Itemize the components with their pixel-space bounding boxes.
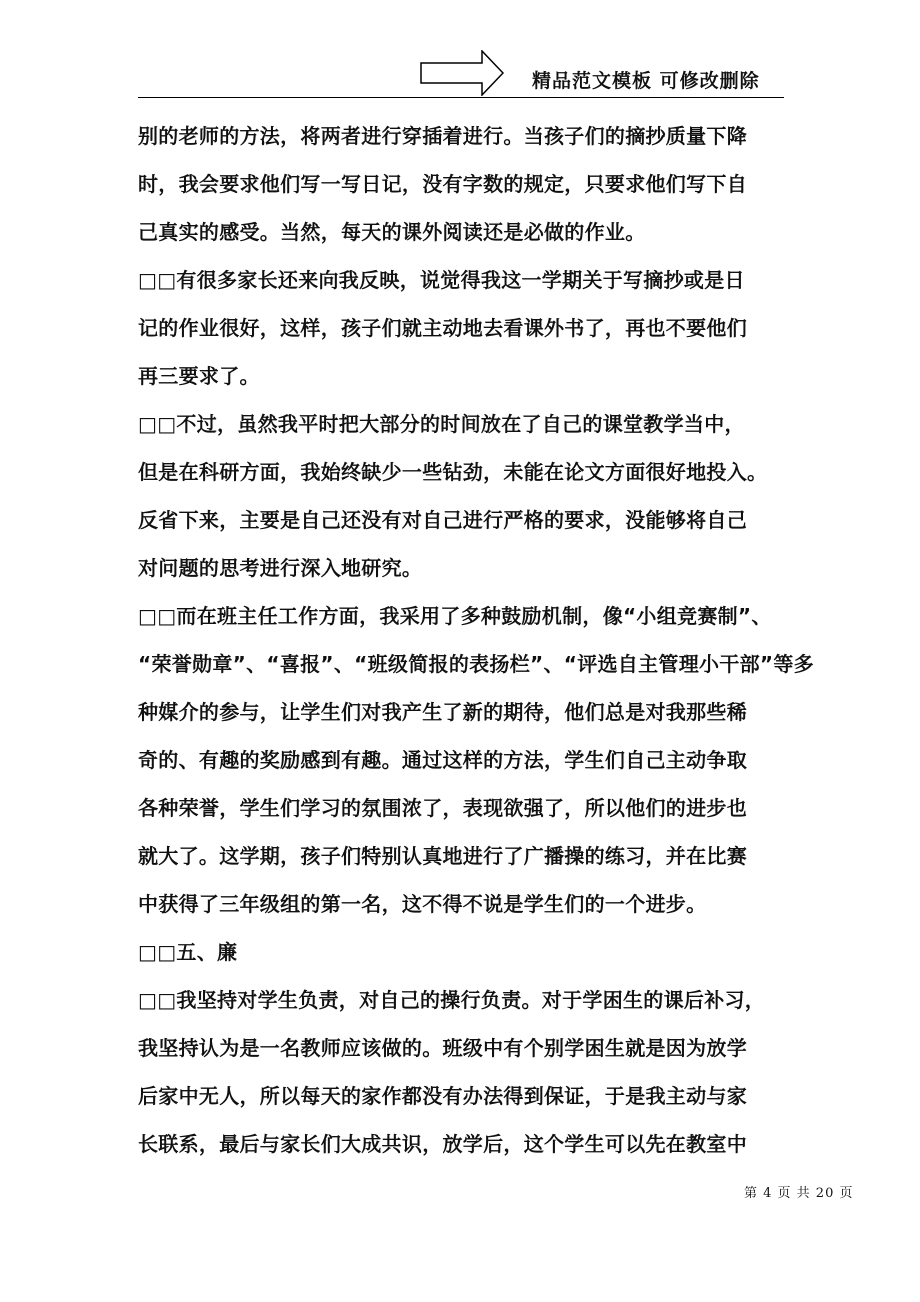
- text-line: 后家中无人，所以每天的家作都没有办法得到保证，于是我主动与家: [138, 1084, 747, 1108]
- text-line: 种媒介的参与，让学生们对我产生了新的期待，他们总是对我那些稀: [138, 700, 747, 724]
- header-divider: [138, 97, 784, 98]
- text-line: 奇的、有趣的奖励感到有趣。通过这样的方法，学生们自己主动争取: [138, 748, 747, 772]
- text-line: 对问题的思考进行深入地研究。: [138, 556, 423, 580]
- text-line: □□而在班主任工作方面，我采用了多种鼓励机制，像“小组竞赛制”、: [138, 604, 772, 628]
- text-line: 就大了。这学期，孩子们特别认真地进行了广播操的练习，并在比赛: [138, 844, 747, 868]
- text-line: “荣誉勋章”、“喜报”、“班级简报的表扬栏”、“评选自主管理小干部”等多: [138, 652, 814, 676]
- text-line: 中获得了三年级组的第一名，这不得不说是学生们的一个进步。: [138, 892, 707, 916]
- text-line: 但是在科研方面，我始终缺少一些钻劲，未能在论文方面很好地投入。: [138, 460, 768, 484]
- page-indicator: 第 4 页 共 20 页: [744, 1186, 854, 1201]
- text-line: 反省下来，主要是自己还没有对自己进行严格的要求，没能够将自己: [138, 508, 747, 532]
- text-line: □□我坚持对学生负责，对自己的操行负责。对于学困生的课后补习，: [138, 988, 766, 1012]
- text-line: 长联系，最后与家长们大成共识，放学后，这个学生可以先在教室中: [138, 1132, 747, 1156]
- text-line: 别的老师的方法，将两者进行穿插着进行。当孩子们的摘抄质量下降: [138, 124, 747, 148]
- text-line: 各种荣誉，学生们学习的氛围浓了，表现欲强了，所以他们的进步也: [138, 796, 747, 820]
- header-title: 精品范文模板 可修改删除: [532, 70, 760, 92]
- text-line: 我坚持认为是一名教师应该做的。班级中有个别学困生就是因为放学: [138, 1036, 747, 1060]
- text-line: 记的作业很好，这样，孩子们就主动地去看课外书了，再也不要他们: [138, 316, 747, 340]
- text-line: □□不过，虽然我平时把大部分的时间放在了自己的课堂教学当中，: [138, 412, 745, 436]
- text-line: 再三要求了。: [138, 364, 260, 388]
- text-line: □□有很多家长还来向我反映，说觉得我这一学期关于写摘抄或是日: [138, 268, 745, 292]
- right-arrow-outline-icon: [420, 50, 504, 96]
- text-line: 时，我会要求他们写一写日记，没有字数的规定，只要求他们写下自: [138, 172, 747, 196]
- document-body: [138, 112, 814, 1168]
- text-line: 己真实的感受。当然，每天的课外阅读还是必做的作业。: [138, 220, 646, 244]
- section-heading: □□五、廉: [138, 940, 238, 964]
